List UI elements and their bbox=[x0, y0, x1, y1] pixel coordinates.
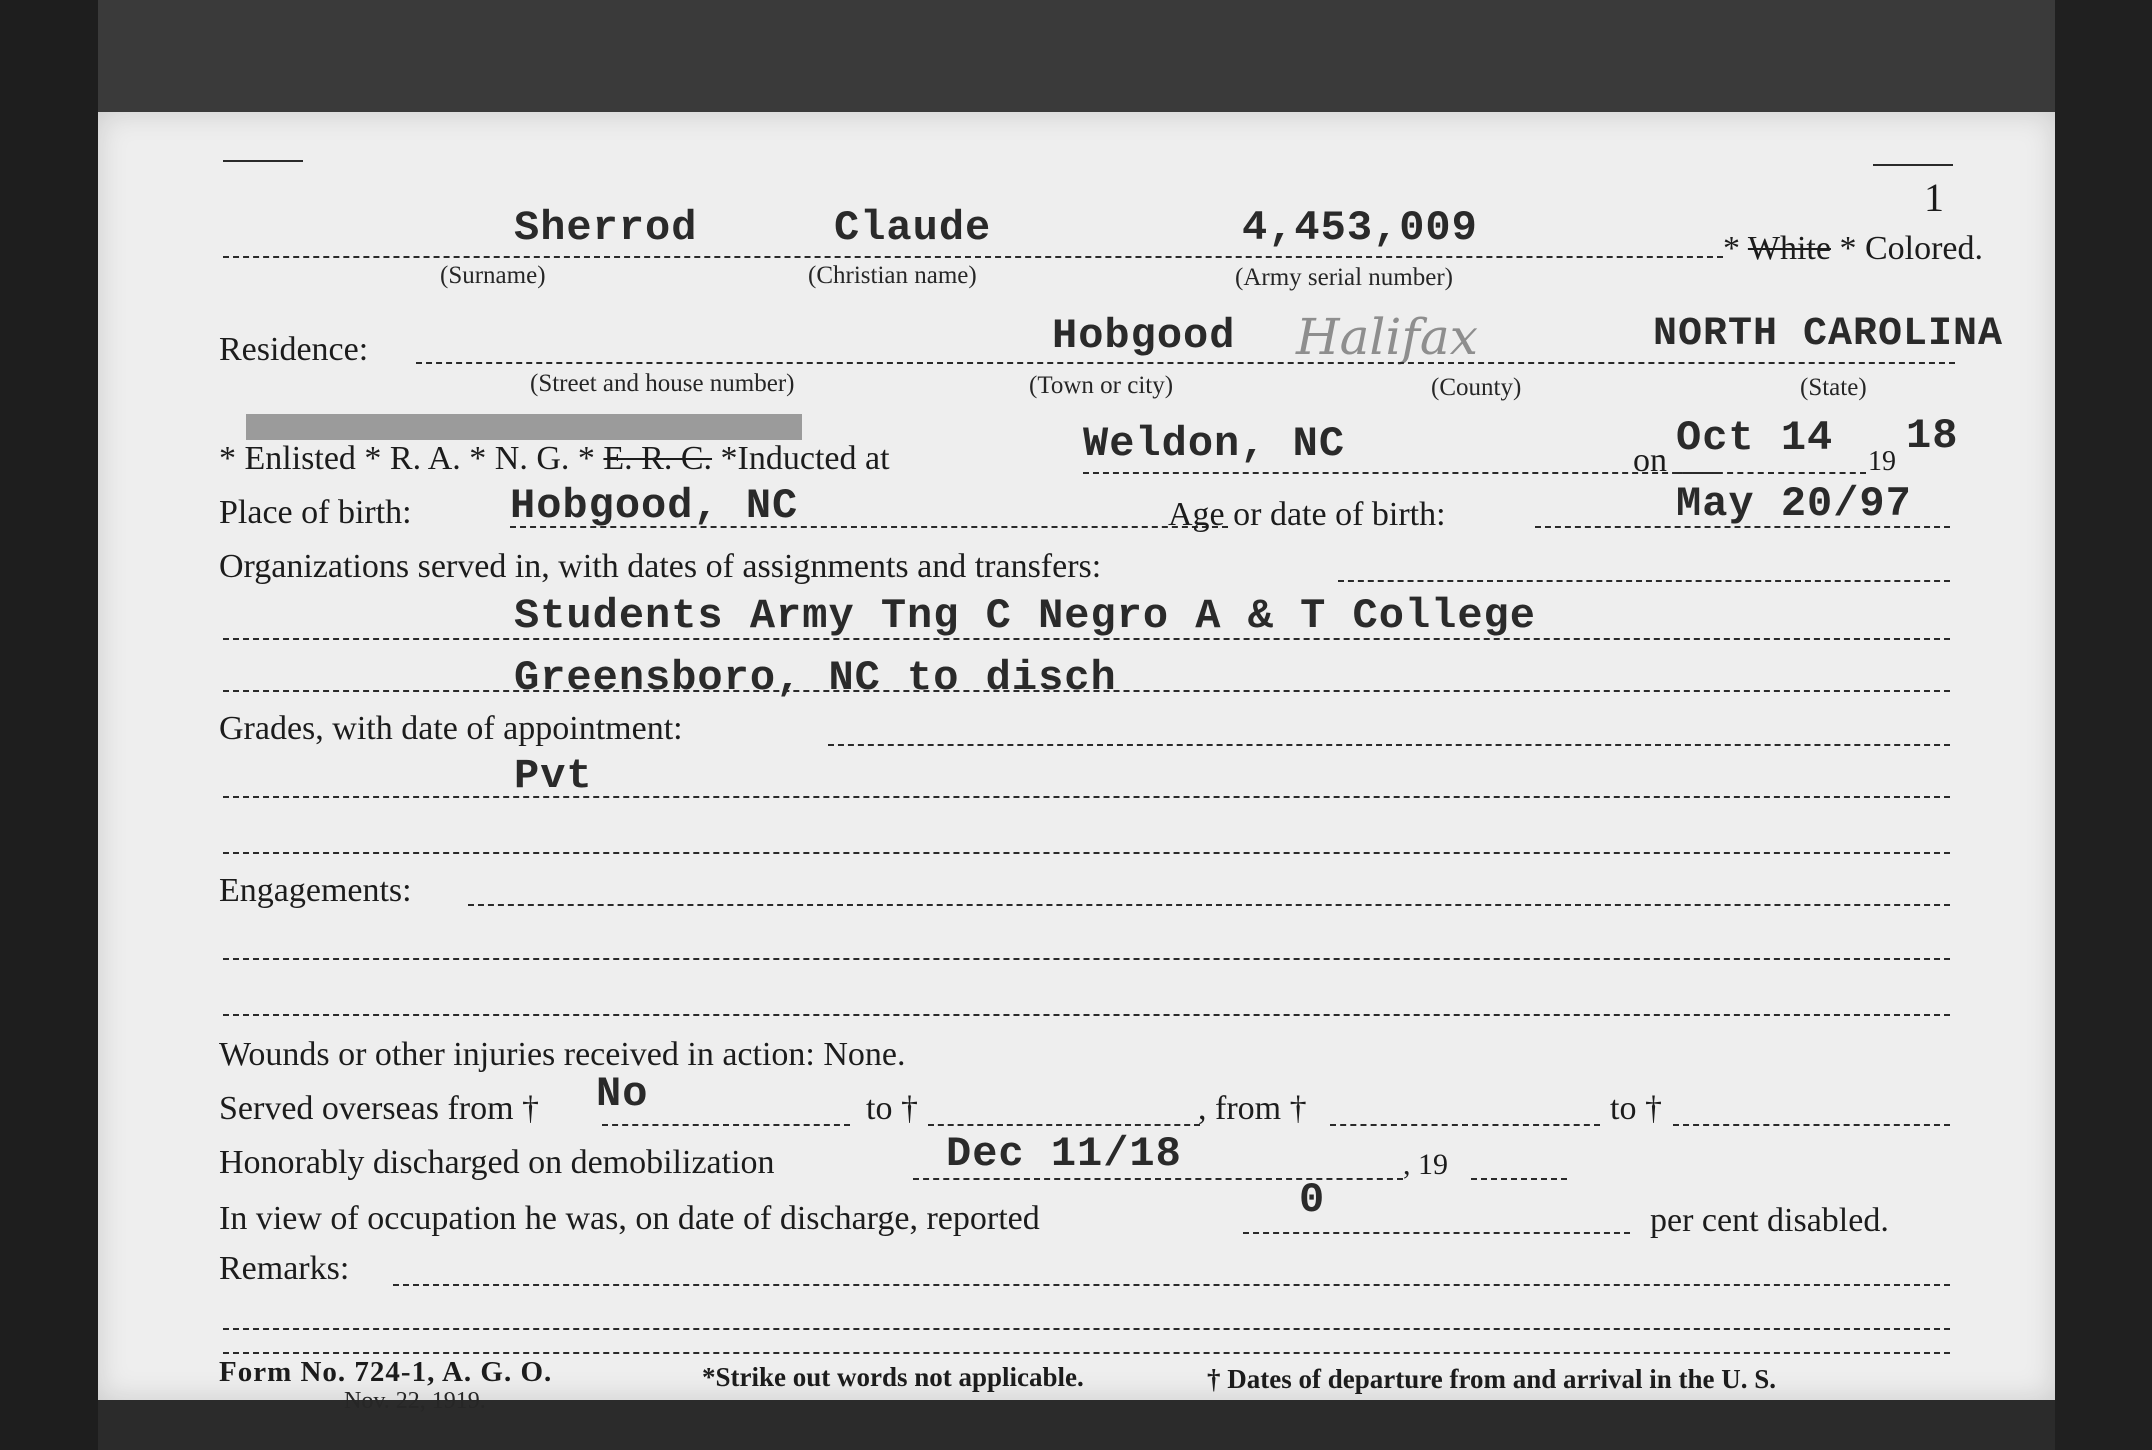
organizations-rule-2 bbox=[223, 690, 1950, 692]
on-label: on bbox=[1633, 442, 1667, 479]
residence-line bbox=[416, 362, 1955, 364]
induction-year: 18 bbox=[1906, 412, 1959, 460]
induction-date-line bbox=[1676, 472, 1866, 474]
engagements-label: Engagements: bbox=[219, 872, 412, 909]
scan-background-top bbox=[0, 0, 2152, 112]
scan-background-left bbox=[0, 0, 98, 1450]
discharge-date: Dec 11/18 bbox=[946, 1130, 1182, 1178]
street-caption: (Street and house number) bbox=[530, 370, 795, 397]
organizations-label: Organizations served in, with dates of assignments and transfers: bbox=[219, 548, 1102, 585]
place-of-birth-value: Hobgood, NC bbox=[510, 482, 799, 530]
race-field: * White * Colored. bbox=[1723, 230, 1984, 267]
strike-note: *Strike out words not applicable. bbox=[702, 1362, 1084, 1392]
disability-value: 0 bbox=[1299, 1176, 1326, 1224]
erc-struck: E. R. C. bbox=[603, 440, 713, 477]
overseas-value: No bbox=[596, 1070, 649, 1118]
serial-number-caption: (Army serial number) bbox=[1235, 264, 1453, 291]
grades-rule-2 bbox=[223, 852, 1950, 854]
residence-town: Hobgood bbox=[1052, 312, 1236, 360]
overseas-label: Served overseas from † bbox=[219, 1090, 540, 1127]
discharge-line bbox=[913, 1178, 1403, 1180]
organizations-line-0 bbox=[1338, 580, 1950, 582]
organizations-line-1: Students Army Tng C Negro A & T College bbox=[514, 592, 1536, 640]
card-number: 1 bbox=[1924, 175, 1944, 220]
overseas-to2-line bbox=[1673, 1124, 1950, 1126]
serial-number-value: 4,453,009 bbox=[1242, 204, 1478, 252]
discharge-label: Honorably discharged on demobilization bbox=[219, 1144, 775, 1181]
engagements-rule-2 bbox=[223, 1014, 1950, 1016]
organizations-line-2: Greensboro, NC to disch bbox=[514, 654, 1117, 702]
disability-label: In view of occupation he was, on date of discharge, reported bbox=[219, 1200, 1040, 1237]
grades-rule-1 bbox=[223, 796, 1950, 798]
grades-label: Grades, with date of appointment: bbox=[219, 710, 683, 747]
grades-value: Pvt bbox=[514, 752, 593, 800]
organizations-rule-1 bbox=[223, 638, 1950, 640]
overseas-to2-label: to † bbox=[1610, 1090, 1662, 1127]
overseas-to-label: to † bbox=[866, 1090, 918, 1127]
inducted-line bbox=[1083, 472, 1718, 474]
overseas-from2-label: , from † bbox=[1198, 1090, 1307, 1127]
state-caption: (State) bbox=[1800, 374, 1867, 401]
engagements-rule-1 bbox=[223, 958, 1950, 960]
remarks-rule-1 bbox=[223, 1328, 1950, 1330]
disability-line bbox=[1243, 1232, 1630, 1234]
county-caption: (County) bbox=[1431, 374, 1522, 401]
age-label: Age or date of birth: bbox=[1168, 496, 1446, 533]
disability-suffix: per cent disabled. bbox=[1650, 1202, 1889, 1239]
place-of-birth-line bbox=[510, 526, 1228, 528]
race-white-struck: White bbox=[1747, 230, 1831, 267]
remarks-line-0 bbox=[393, 1284, 1950, 1286]
overseas-from2-line bbox=[1330, 1124, 1600, 1126]
race-colored: Colored. bbox=[1864, 230, 1984, 267]
wounds-label: Wounds or other injuries received in action: None. bbox=[219, 1036, 906, 1073]
inducted-place: Weldon, NC bbox=[1083, 420, 1346, 468]
christian-name-caption: (Christian name) bbox=[808, 262, 977, 289]
form-number: Form No. 724-1, A. G. O. bbox=[219, 1356, 553, 1388]
discharge-year-prefix: , 19 bbox=[1403, 1148, 1448, 1181]
service-record-card bbox=[98, 112, 2055, 1414]
surname-caption: (Surname) bbox=[440, 262, 546, 289]
remarks-label: Remarks: bbox=[219, 1250, 350, 1287]
top-left-rule bbox=[223, 160, 303, 162]
grades-line-0 bbox=[828, 744, 1950, 746]
place-of-birth-label: Place of birth: bbox=[219, 494, 412, 531]
overseas-from-line bbox=[602, 1124, 850, 1126]
remarks-rule-2 bbox=[223, 1352, 1950, 1354]
scan-background-right bbox=[2055, 0, 2152, 1450]
date-of-birth-value: May 20/97 bbox=[1676, 480, 1912, 528]
christian-name-value: Claude bbox=[834, 204, 992, 252]
residence-label: Residence: bbox=[219, 331, 369, 368]
name-row-line bbox=[223, 256, 1723, 258]
induction-year-prefix: 19 bbox=[1868, 446, 1896, 477]
top-right-rule bbox=[1873, 164, 1953, 166]
engagements-line-0 bbox=[468, 904, 1950, 906]
enlistment-category: * Enlisted * R. A. * N. G. * E. R. C. *Inducted at bbox=[219, 440, 890, 477]
induction-date: Oct 14 bbox=[1676, 414, 1834, 462]
surname-value: Sherrod bbox=[514, 204, 698, 252]
residence-county-handwritten: Halifax bbox=[1296, 308, 1478, 366]
discharge-year-line bbox=[1471, 1178, 1567, 1180]
form-date: Nov. 22, 1919. bbox=[344, 1388, 486, 1414]
date-of-birth-line bbox=[1535, 526, 1950, 528]
residence-state: NORTH CAROLINA bbox=[1653, 312, 2004, 357]
dates-note: † Dates of departure from and arrival in the U. S. bbox=[1207, 1364, 1776, 1394]
town-caption: (Town or city) bbox=[1029, 372, 1174, 399]
overseas-to-line bbox=[928, 1124, 1200, 1126]
redaction-smudge bbox=[246, 414, 802, 440]
